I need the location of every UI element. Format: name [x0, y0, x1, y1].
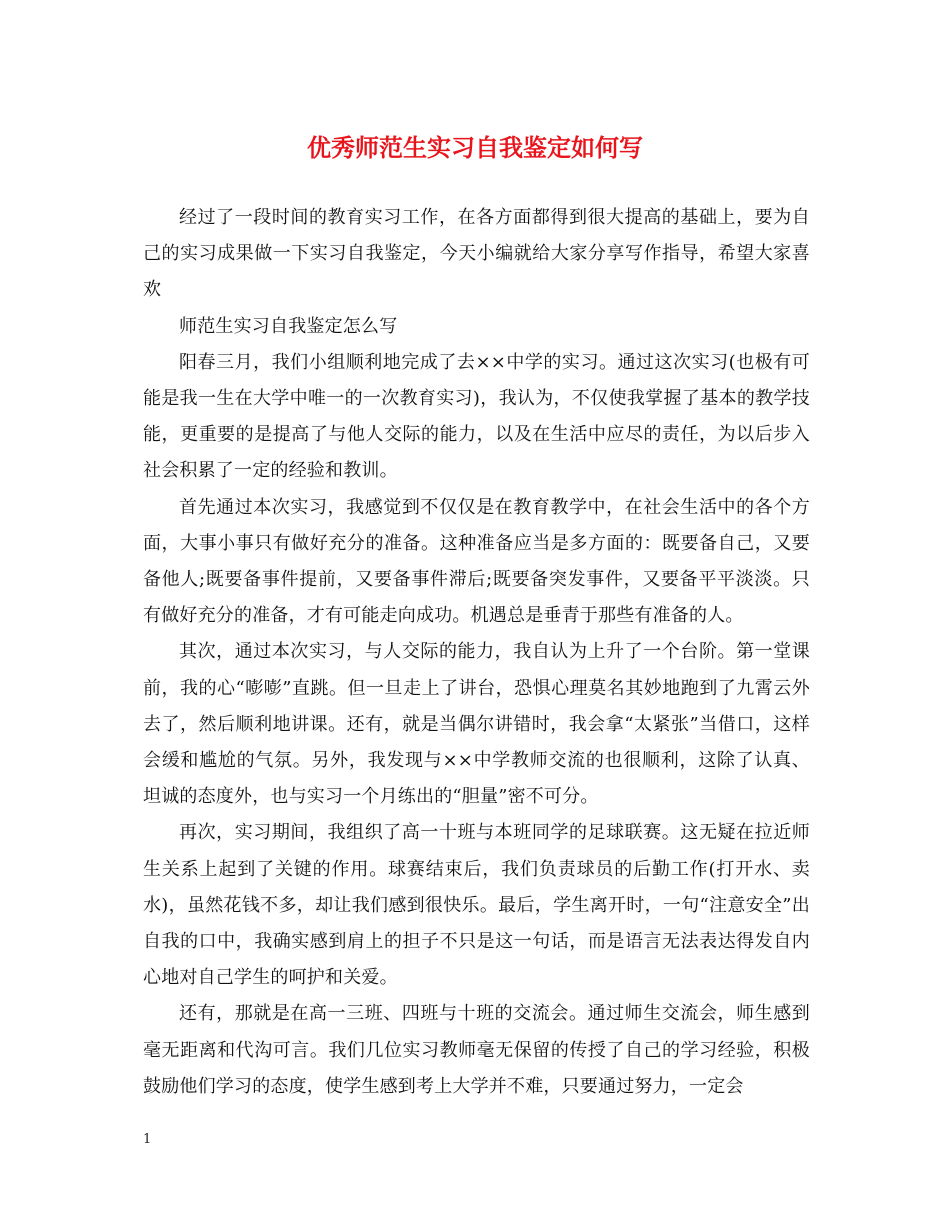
document-body	[143, 200, 810, 1105]
paragraph-4: 再次，实习期间，我组织了高一十班与本班同学的足球联赛。这无疑在拉近师生关系上起到了关键的作用。球赛结束后，我们负责球员的后勤工作(打开水、卖水)，虽然花钱不多，却让我们感到很快乐。最后，学生离开时，一句“注意安全”出自我的口中，我确实感到肩上的担子不只是这一句话，而是语言无法表达得发自内心地对自己学生的呵护和关爱。	[143, 822, 810, 989]
paragraph-3: 其次，通过本次实习，与人交际的能力，我自认为上升了一个台阶。第一堂课前，我的心“嘭嘭”直跳。但一旦走上了讲台，恐惧心理莫名其妙地跑到了九霄云外去了，然后顺利地讲课。还有，就是当偶尔讲错时，我会拿“太紧张”当借口，这样会缓和尴尬的气氛。另外，我发现与××中学教师交流的也很顺利，这除了认真、坦诚的态度外，也与实习一个月练出的“胆量”密不可分。	[143, 641, 810, 808]
paragraph-intro: 经过了一段时间的教育实习工作，在各方面都得到很大提高的基础上，要为自己的实习成果做一下实习自我鉴定，今天小编就给大家分享写作指导，希望大家喜欢	[143, 207, 810, 301]
page-number: 1	[143, 1132, 152, 1147]
document-title: 优秀师范生实习自我鉴定如何写	[307, 133, 643, 162]
paragraph-1: 阳春三月，我们小组顺利地完成了去××中学的实习。通过这次实习(也极有可能是我一生在大学中唯一的一次教育实习)，我认为，不仅使我掌握了基本的教学技能，更重要的是提高了与他人交际的能力，以及在生活中应尽的责任，为以后步入社会积累了一定的经验和教训。	[143, 351, 810, 482]
paragraph-subheading: 师范生实习自我鉴定怎么写	[179, 315, 398, 337]
paragraph-2: 首先通过本次实习，我感觉到不仅仅是在教育教学中，在社会生活中的各个方面，大事小事只有做好充分的准备。这种准备应当是多方面的：既要备自己，又要备他人;既要备事件提前，又要备事件滞后;既要备突发事件，又要备平平淡淡。只有做好充分的准备，才有可能走向成功。机遇总是垂青于那些有准备的人。	[143, 496, 810, 627]
paragraph-5: 还有，那就是在高一三班、四班与十班的交流会。通过师生交流会，师生感到毫无距离和代沟可言。我们几位实习教师毫无保留的传授了自己的学习经验，积极鼓励他们学习的态度，使学生感到考上大学并不难，只要通过努力，一定会	[143, 1003, 810, 1097]
